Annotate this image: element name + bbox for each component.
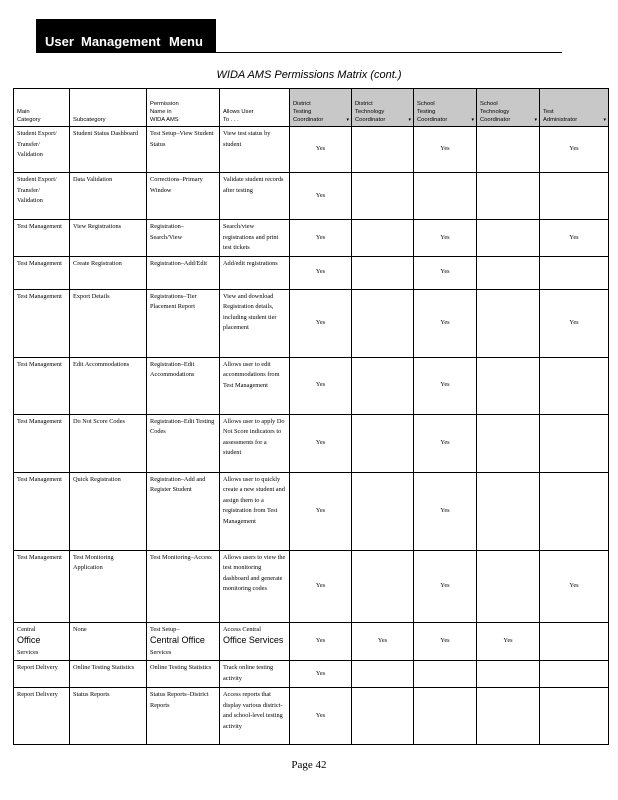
cell-main-category: Test Management [14, 256, 70, 289]
header-rule [216, 52, 562, 53]
cell-subcategory: View Registrations [70, 220, 147, 257]
cell-school-technology [477, 472, 540, 550]
cell-district-technology [352, 357, 414, 414]
col-header-main-category: Main Category [14, 89, 70, 127]
cell-school-testing: Yes [414, 622, 477, 661]
cell-district-technology [352, 414, 414, 472]
cell-main-category: Report Delivery [14, 688, 70, 745]
cell-main-category: Student Export/ Transfer/ Validation [14, 127, 70, 173]
cell-permission: Status Reports–District Reports [147, 688, 220, 745]
table-row [14, 289, 609, 357]
cell-school-testing: Yes [414, 550, 477, 622]
cell-subcategory: None [70, 622, 147, 661]
table-row [14, 173, 609, 220]
cell-district-testing: Yes [290, 357, 352, 414]
menu-header-word1: User [45, 34, 74, 49]
cell-school-testing: Yes [414, 256, 477, 289]
cell-test-administrator: Yes [540, 127, 609, 173]
cell-test-administrator: Yes [540, 550, 609, 622]
table-row [14, 220, 609, 257]
col-header-district-technology: District Technology Coordinator ▾ [352, 89, 414, 127]
cell-subcategory: Data Validation [70, 173, 147, 220]
sort-icon: ▾ [603, 117, 606, 123]
cell-subcategory: Test Monitoring Application [70, 550, 147, 622]
cell-school-technology [477, 357, 540, 414]
table-row [14, 414, 609, 472]
cell-district-technology [352, 127, 414, 173]
cell-district-technology [352, 173, 414, 220]
cell-school-testing: Yes [414, 357, 477, 414]
cell-test-administrator [540, 688, 609, 745]
cell-test-administrator [540, 414, 609, 472]
cell-school-testing [414, 661, 477, 688]
matrix-title: WIDA AMS Permissions Matrix (cont.) [216, 69, 402, 81]
col-header-district-testing: District Testing Coordinator ▾ [290, 89, 352, 127]
cell-permission: Registration–Search/View [147, 220, 220, 257]
table-row [14, 127, 609, 173]
cell-main-category: Test Management [14, 472, 70, 550]
cell-school-testing [414, 688, 477, 745]
cell-district-testing: Yes [290, 472, 352, 550]
permissions-table [13, 88, 609, 745]
cell-school-technology [477, 688, 540, 745]
cell-school-testing: Yes [414, 220, 477, 257]
cell-district-technology [352, 472, 414, 550]
cell-allows: Add/edit registrations [220, 256, 290, 289]
cell-main-category: Student Export/ Transfer/ Validation [14, 173, 70, 220]
menu-header-word3: Menu [169, 34, 203, 49]
cell-district-testing: Yes [290, 289, 352, 357]
cell-subcategory: Export Details [70, 289, 147, 357]
cell-school-technology: Yes [477, 622, 540, 661]
cell-test-administrator [540, 622, 609, 661]
cell-subcategory: Edit Accommodations [70, 357, 147, 414]
cell-test-administrator: Yes [540, 220, 609, 257]
cell-test-administrator [540, 472, 609, 550]
cell-permission: Test Setup–View Student Status [147, 127, 220, 173]
cell-allows: Access Central Office Services [220, 622, 290, 661]
sort-icon: ▾ [408, 117, 411, 123]
table-row [14, 357, 609, 414]
cell-district-testing: Yes [290, 127, 352, 173]
cell-subcategory: Do Not Score Codes [70, 414, 147, 472]
cell-school-technology [477, 220, 540, 257]
sort-icon: ▾ [471, 117, 474, 123]
cell-school-testing: Yes [414, 414, 477, 472]
cell-school-technology [477, 173, 540, 220]
cell-school-technology [477, 414, 540, 472]
col-header-test-administrator: Test Administrator ▾ [540, 89, 609, 127]
cell-school-testing: Yes [414, 472, 477, 550]
cell-main-category: Test Management [14, 414, 70, 472]
cell-district-testing: Yes [290, 173, 352, 220]
cell-main-category: Central Office Services [14, 622, 70, 661]
cell-permission: Registration–Edit Accommodations [147, 357, 220, 414]
cell-school-technology [477, 127, 540, 173]
cell-district-testing: Yes [290, 220, 352, 257]
cell-allows: View and download Registration details, including student tier placement [220, 289, 290, 357]
cell-permission: Corrections–Primary Window [147, 173, 220, 220]
cell-allows: Allows users to view the test monitoring dashboard and generate monitoring codes [220, 550, 290, 622]
cell-test-administrator [540, 357, 609, 414]
cell-permission: Test Setup– Central Office Services [147, 622, 220, 661]
cell-school-technology [477, 550, 540, 622]
cell-permission: Online Testing Statistics [147, 661, 220, 688]
cell-school-technology [477, 289, 540, 357]
cell-district-testing: Yes [290, 256, 352, 289]
cell-allows: Allows user to apply Do Not Score indicators to assessments for a student [220, 414, 290, 472]
cell-main-category: Report Delivery [14, 661, 70, 688]
cell-allows: Allows user to quickly create a new student and assign them to a registration from Test Management [220, 472, 290, 550]
cell-test-administrator [540, 661, 609, 688]
col-header-school-technology: School Technology Coordinator ▾ [477, 89, 540, 127]
cell-district-testing: Yes [290, 550, 352, 622]
cell-school-testing: Yes [414, 289, 477, 357]
sort-icon: ▾ [346, 117, 349, 123]
col-header-allows-user: Allows User To . . . [220, 89, 290, 127]
cell-district-technology [352, 550, 414, 622]
cell-district-technology [352, 256, 414, 289]
table-row [14, 472, 609, 550]
col-header-permission-name: Permission Name in WIDA AMS [147, 89, 220, 127]
table-header-row [14, 89, 609, 127]
cell-main-category: Test Management [14, 289, 70, 357]
cell-permission: Registration–Add/Edit [147, 256, 220, 289]
cell-test-administrator [540, 173, 609, 220]
cell-school-technology [477, 661, 540, 688]
cell-main-category: Test Management [14, 357, 70, 414]
sort-icon: ▾ [534, 117, 537, 123]
cell-district-technology [352, 289, 414, 357]
menu-header-word2: Management [81, 34, 161, 49]
col-header-school-testing: School Testing Coordinator ▾ [414, 89, 477, 127]
cell-school-testing [414, 173, 477, 220]
cell-district-testing: Yes [290, 622, 352, 661]
table-row [14, 622, 609, 661]
cell-subcategory: Create Registration [70, 256, 147, 289]
cell-test-administrator [540, 256, 609, 289]
cell-district-technology: Yes [352, 622, 414, 661]
page-number: Page 42 [291, 759, 327, 771]
cell-main-category: Test Management [14, 550, 70, 622]
cell-subcategory: Status Reports [70, 688, 147, 745]
table-row [14, 661, 609, 688]
table-row [14, 688, 609, 745]
cell-school-testing: Yes [414, 127, 477, 173]
cell-district-technology [352, 661, 414, 688]
col-header-subcategory: Subcategory [70, 89, 147, 127]
table-row [14, 550, 609, 622]
cell-permission: Registration–Edit Testing Codes [147, 414, 220, 472]
cell-district-technology [352, 220, 414, 257]
cell-permission: Test Monitoring–Access [147, 550, 220, 622]
cell-allows: Access reports that display various district- and school-level testing activity [220, 688, 290, 745]
cell-test-administrator: Yes [540, 289, 609, 357]
cell-permission: Registrations–Tier Placement Report [147, 289, 220, 357]
cell-district-testing: Yes [290, 414, 352, 472]
cell-subcategory: Online Testing Statistics [70, 661, 147, 688]
cell-school-technology [477, 256, 540, 289]
cell-allows: View test status by student [220, 127, 290, 173]
cell-allows: Track online testing activity [220, 661, 290, 688]
cell-allows: Allows user to edit accommodations from Test Management [220, 357, 290, 414]
cell-allows: Search/view registrations and print test tickets [220, 220, 290, 257]
cell-district-testing: Yes [290, 688, 352, 745]
cell-permission: Registration–Add and Register Student [147, 472, 220, 550]
table-row [14, 256, 609, 289]
cell-district-technology [352, 688, 414, 745]
cell-subcategory: Student Status Dashboard [70, 127, 147, 173]
cell-subcategory: Quick Registration [70, 472, 147, 550]
menu-header-bar [36, 19, 216, 53]
cell-main-category: Test Management [14, 220, 70, 257]
cell-allows: Validate student records after testing [220, 173, 290, 220]
cell-district-testing: Yes [290, 661, 352, 688]
